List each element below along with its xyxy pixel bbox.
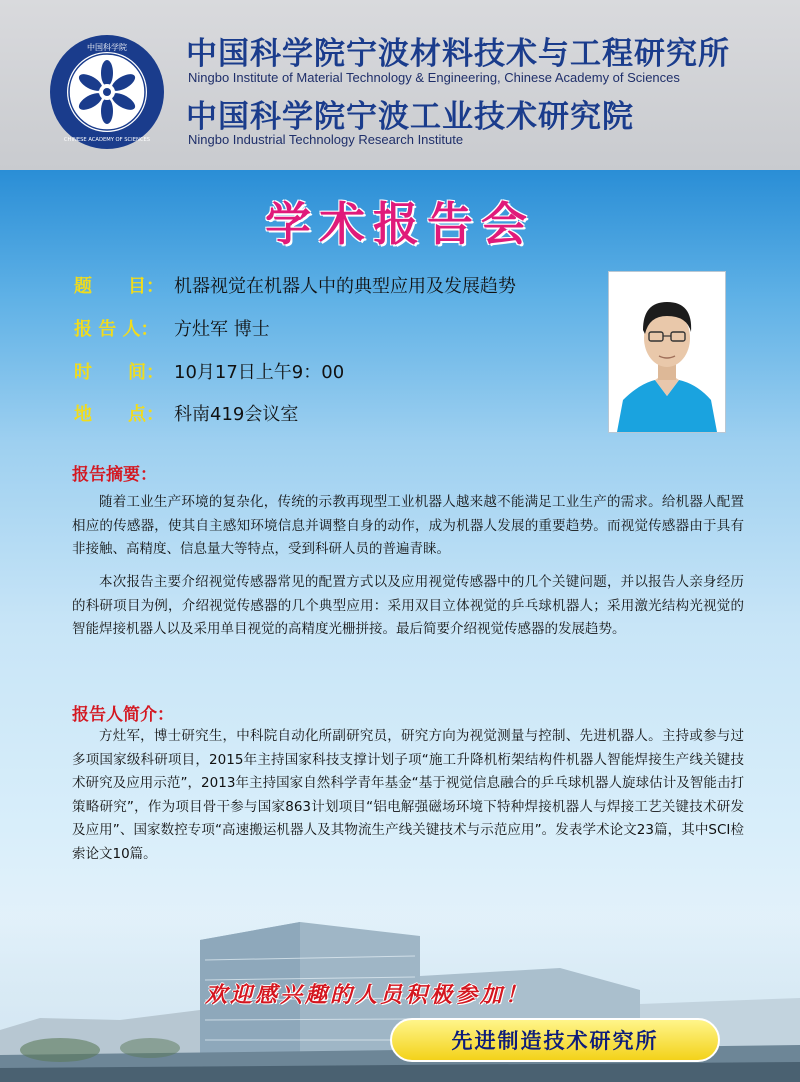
info-label-topic: 题 目： [74,276,164,297]
info-label-speaker: 报 告 人： [74,319,159,340]
abstract-paragraph-2: 本次报告主要介绍视觉传感器常见的配置方式以及应用视觉传感器中的几个关键问题，并以报告人亲身经历的科研项目为例，介绍视觉传感器的几个典型应用：采用双目立体视觉的乒乓球机器人；采用激光结构光视觉的智能焊接机器人以及采用单目视觉的高精度光栅拼接。最后简要介绍视觉传感器的发展趋势。 [72,574,744,637]
info-value-location: 科南419会议室 [174,404,299,425]
org-name-en-2: Ningbo Industrial Technology Research Institute [188,132,464,147]
organizer-badge: 先进制造技术研究所 [390,1018,720,1062]
info-value-topic: 机器视觉在机器人中的典型应用及发展趋势 [174,276,516,297]
org-name-cn-2: 中国科学院宁波工业技术研究院 [186,99,634,135]
info-row-location [74,400,298,426]
org-name-en-1: Ningbo Institute of Material Technology & Engineering, Chinese Academy of Sciences [188,70,680,85]
info-label-location: 地 点： [74,404,164,425]
bio-heading: 报告人简介： [72,705,174,725]
bio-paragraph: 方灶军，博士研究生，中科院自动化所副研究员，研究方向为视觉测量与控制、先进机器人。主持或参与过多项国家级科研项目，2015年主持国家科技支撑计划子项“施工升降机桁架结构件机器人智能焊接生产线关键技术研究及应用示范”，2013年主持国家自然科学青年基金“基于视觉信息融合的乒乓球机器人旋球估计及智能击打策略研究”，作为项目骨干参与国家863计划项目“铝电解强磁场环境下特种焊接机器人与焊接工艺关键技术研发及应用”、国家数控专项“高速搬运机器人及其物流生产线关键技术与示范应用”。发表学术论文23篇，其中SCI检索论文10篇。 [72,728,744,862]
speaker-portrait [608,271,726,433]
org-name-cn-1: 中国科学院宁波材料技术与工程研究所 [186,36,730,72]
info-row-topic [74,272,516,298]
abstract-paragraph-1: 随着工业生产环境的复杂化，传统的示教再现型工业机器人越来越不能满足工业生产的需求。给机器人配置相应的传感器，使其自主感知环境信息并调整自身的动作，成为机器人发展的重要趋势。而视觉传感器由于具有非接触、高精度、信息量大等特点，受到科研人员的普遍青睐。 [72,494,744,557]
logo-ring-text-bottom: CHINESE ACADEMY OF SCIENCES [63,137,151,143]
poster-title: 学术报告会 [265,197,535,251]
cas-logo-icon [48,33,166,151]
poster-header [0,0,800,170]
logo-ring-text-top: 中国科学院 [87,43,127,52]
welcome-message: 欢迎感兴趣的人员积极参加！ [205,982,531,1008]
info-row-time [74,358,344,384]
poster-body [0,170,800,1082]
info-value-speaker: 方灶军 博士 [174,319,270,340]
info-label-time: 时 间： [74,362,164,383]
info-row-speaker [74,315,270,341]
abstract-heading: 报告摘要： [72,465,157,485]
info-value-time: 10月17日上午9：00 [174,362,345,383]
